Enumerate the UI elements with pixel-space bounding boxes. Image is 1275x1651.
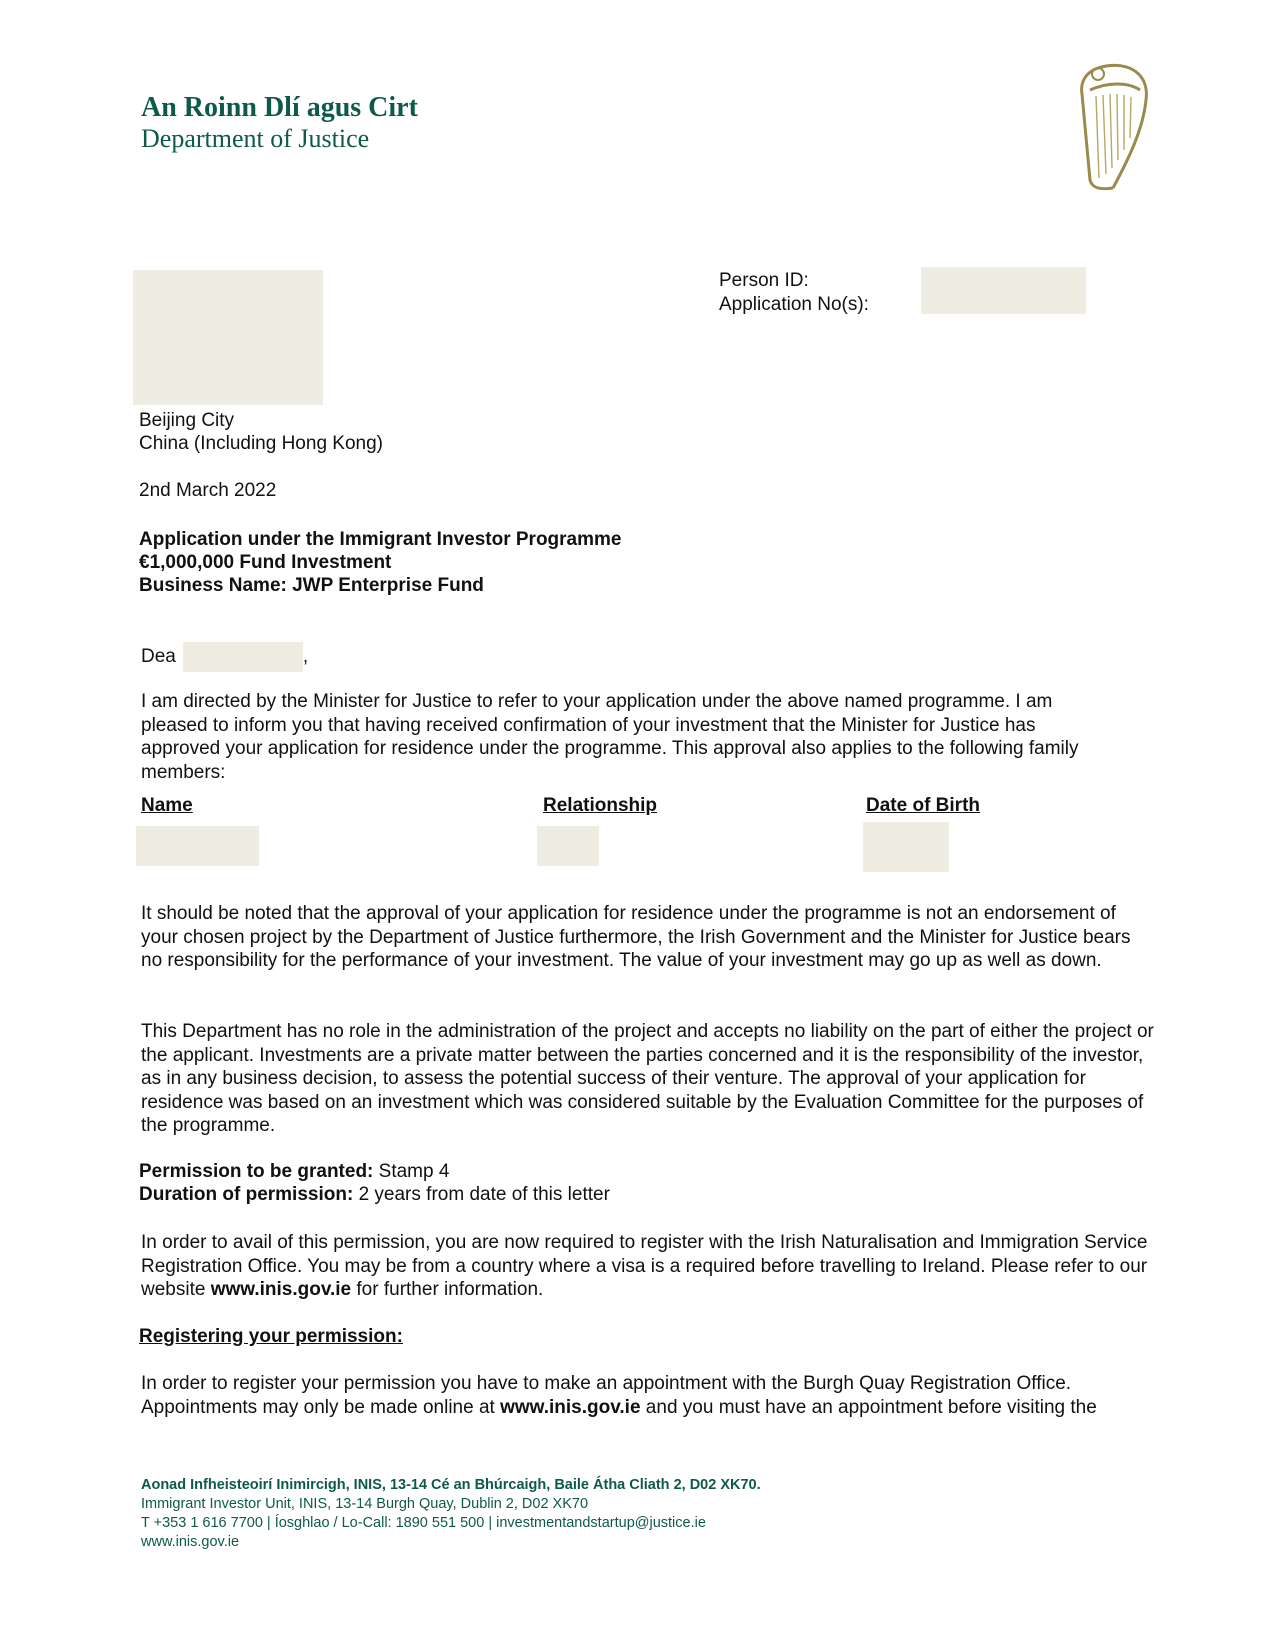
- salutation: [141, 642, 308, 672]
- table-header-dob: Date of Birth: [866, 795, 980, 816]
- permission-granted: [139, 1160, 449, 1184]
- footer-address-english: Immigrant Investor Unit, INIS, 13-14 Burgh Quay, Dublin 2, D02 XK70: [141, 1496, 589, 1512]
- subject-programme: Application under the Immigrant Investor Programme: [139, 529, 622, 550]
- inis-website-link[interactable]: www.inis.gov.ie: [210, 1279, 352, 1300]
- permission-duration-label: Duration of permission:: [139, 1184, 354, 1205]
- letter-date: 2nd March 2022: [139, 480, 277, 501]
- avail-text-before: In order to avail of this permission, you are now required to register with the Irish Naturalisation and Immigration Service Registration Office. You may be from a country where a visa is a required before travelling to Ireland. Please refer to our website: [141, 1232, 1148, 1300]
- subject-investment: €1,000,000 Fund Investment: [139, 552, 392, 573]
- permission-granted-value: Stamp 4: [373, 1161, 450, 1182]
- redacted-reference-numbers: [921, 267, 1086, 314]
- avail-paragraph: [141, 1231, 1161, 1302]
- footer-website: www.inis.gov.ie: [141, 1534, 240, 1550]
- permission-duration-value: 2 years from date of this letter: [353, 1184, 610, 1205]
- address-line-city: Beijing City: [139, 410, 235, 431]
- department-name-irish: An Roinn Dlí agus Cirt: [141, 92, 418, 123]
- table-header-relationship: Relationship: [543, 795, 658, 816]
- footer-contact: T +353 1 616 7700 | Íosghlao / Lo-Call: 1890 551 500 | investmentandstartup@justice.ie: [141, 1515, 706, 1531]
- address-line-country: China (Including Hong Kong): [139, 433, 383, 454]
- redacted-family-relationship: [537, 826, 599, 866]
- department-name-english: Department of Justice: [141, 124, 370, 153]
- inis-appointments-link[interactable]: www.inis.gov.ie: [500, 1396, 641, 1418]
- approval-paragraph: I am directed by the Minister for Justice to refer to your application under the above named programme. I am pleased to inform you that having received confirmation of your investment that the Minister for Justice has approved your application for residence under the programme. This approval also applies to the following family members:: [141, 691, 1079, 783]
- registering-text-after: and you must have an appointment before visiting the: [640, 1396, 1097, 1418]
- redacted-addressee-name: [183, 642, 303, 672]
- redacted-address-block: [133, 270, 323, 405]
- redacted-family-name: [136, 826, 259, 866]
- redacted-family-dob: [863, 822, 949, 872]
- table-header-name: Name: [141, 795, 193, 816]
- registering-heading: Registering your permission:: [139, 1326, 403, 1347]
- liability-paragraph: This Department has no role in the administration of the project and accepts no liability on the part of either the project or the applicant. Investments are a private matter between the parties concerned and it is the responsibility of the investor, as in any business decision, to assess the potential success of their venture. The approval of your application for residence was based on an investment which was considered suitable by the Evaluation Committee for the purposes of the programme.: [141, 1021, 1154, 1136]
- harp-emblem-icon: [1068, 60, 1152, 194]
- salutation-prefix: Dea: [141, 646, 176, 668]
- registering-paragraph: [141, 1372, 1131, 1419]
- person-id-label: Person ID:: [719, 270, 809, 291]
- permission-duration: [139, 1183, 610, 1207]
- salutation-suffix: ,: [302, 646, 309, 668]
- avail-text-after: for further information.: [351, 1279, 544, 1300]
- application-no-label: Application No(s):: [719, 294, 869, 315]
- subject-business-name: Business Name: JWP Enterprise Fund: [139, 575, 484, 596]
- disclaimer-paragraph: It should be noted that the approval of your application for residence under the programme is not an endorsement of your chosen project by the Department of Justice furthermore, the Irish Government and the Minister for Justice bears no responsibility for the performance of your investment. The value of your investment may go up as well as down.: [141, 903, 1131, 971]
- footer-address-irish: Aonad Infheisteoirí Inimircigh, INIS, 13-14 Cé an Bhúrcaigh, Baile Átha Cliath 2, D02 XK70.: [141, 1477, 761, 1493]
- registering-text-before: In order to register your permission you have to make an appointment with the Burgh Quay Registration Office. Appointments may only be made online at: [141, 1373, 1072, 1418]
- permission-granted-label: Permission to be granted:: [139, 1161, 374, 1182]
